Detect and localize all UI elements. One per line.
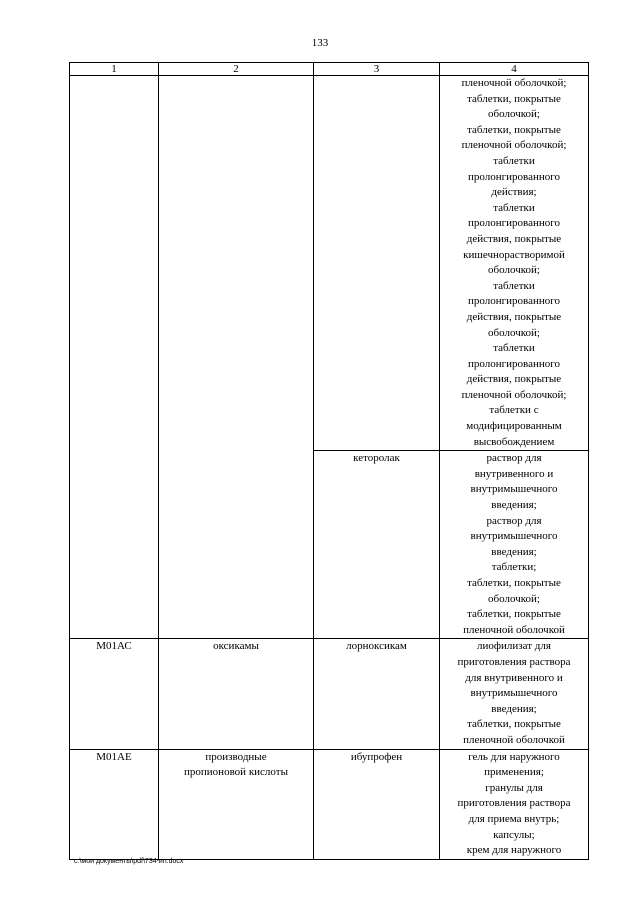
cell-line: таблетки (493, 279, 535, 292)
header-col-2: 2 (159, 63, 314, 76)
cell-line: внутривенного и (474, 467, 554, 480)
cell-line: оболочкой; (488, 326, 540, 339)
dosage-forms-cell (440, 749, 589, 859)
drug-name-cell (314, 76, 440, 451)
cell-line: таблетки (493, 201, 535, 214)
cell-line: лиофилизат для (477, 640, 551, 653)
drug-name-cell: лорноксикам (314, 639, 440, 749)
cell-line: таблетки, покрытые (467, 608, 561, 621)
atc-code-cell: М01АС (70, 639, 159, 749)
cell-line: пролонгированного (468, 295, 560, 308)
cell-line: оболочкой; (488, 592, 540, 605)
group-name-cell (159, 76, 314, 639)
cell-line: таблетки с (489, 404, 539, 417)
cell-line: раствор для (486, 514, 542, 527)
cell-line: крем для наружного (466, 844, 562, 857)
table-header-row (70, 63, 589, 76)
cell-line: введения; (491, 545, 537, 558)
header-col-3: 3 (314, 63, 440, 76)
cell-line: производные (205, 750, 267, 763)
cell-line: пролонгированного (468, 170, 560, 183)
cell-line: таблетки, покрытые (467, 718, 561, 731)
cell-line: действия, покрытые (466, 373, 562, 386)
cell-line: пленочной оболочкой (463, 733, 565, 746)
cell-line: действия, покрытые (466, 232, 562, 245)
cell-line: приготовления раствора (457, 655, 571, 668)
cell-line: для внутривенного и (465, 671, 563, 684)
cell-line: пролонгированного (468, 357, 560, 370)
cell-line: для приема внутрь; (468, 812, 560, 825)
cell-line: пропионовой кислоты (184, 766, 288, 779)
cell-line: пленочной оболочкой; (461, 388, 567, 401)
table-row (70, 639, 589, 749)
cell-line: пленочной оболочкой; (461, 139, 567, 152)
cell-line: пролонгированного (468, 217, 560, 230)
cell-line: капсулы; (493, 828, 535, 841)
cell-line: модифицированным (466, 420, 562, 433)
dosage-forms-cell (440, 76, 589, 451)
cell-line: таблетки; (491, 561, 537, 574)
cell-line: таблетки, покрытые (467, 92, 561, 105)
cell-line: таблетки, покрытые (467, 123, 561, 136)
table-body (70, 76, 589, 860)
cell-line: внутримышечного (470, 687, 558, 700)
cell-line: гранулы для (485, 781, 543, 794)
cell-line: действия; (491, 186, 537, 199)
cell-line: таблетки (493, 342, 535, 355)
table-row (70, 749, 589, 859)
drug-name-cell: ибупрофен (314, 749, 440, 859)
cell-line: внутримышечного (470, 483, 558, 496)
cell-line: введения; (491, 702, 537, 715)
atc-code-cell: М01АЕ (70, 749, 159, 859)
cell-line: таблетки, покрытые (467, 577, 561, 589)
drug-table (69, 62, 589, 860)
table-row (70, 76, 589, 451)
cell-line: пленочной оболочкой; (461, 77, 567, 89)
dosage-forms-cell (440, 639, 589, 749)
cell-line: оболочкой; (488, 264, 540, 277)
cell-line: введения; (491, 499, 537, 512)
drug-name-cell: кеторолак (314, 451, 440, 639)
cell-line: пленочной оболочкой (463, 623, 565, 636)
cell-line: приготовления раствора (457, 797, 571, 810)
cell-line: раствор для (486, 452, 542, 465)
cell-line: таблетки (493, 154, 535, 167)
atc-code-cell (70, 76, 159, 639)
group-name-cell (159, 639, 314, 749)
page-number: 133 (311, 37, 329, 49)
cell-line: высвобождением (473, 435, 555, 448)
header-col-1: 1 (70, 63, 159, 76)
cell-line: кишечнорастворимой (463, 248, 565, 261)
cell-line: внутримышечного (470, 530, 558, 543)
group-name-cell (159, 749, 314, 859)
cell-line: гель для наружного (468, 750, 560, 763)
dosage-forms-cell (440, 451, 589, 639)
cell-line: применения; (484, 766, 544, 779)
header-col-4: 4 (440, 63, 589, 76)
cell-line: оболочкой; (488, 108, 540, 121)
cell-line: оксикамы (213, 640, 259, 653)
cell-line: действия, покрытые (466, 310, 562, 323)
footer-file-path: c:\мои документы\pdf\734-ип.docx (74, 858, 184, 865)
